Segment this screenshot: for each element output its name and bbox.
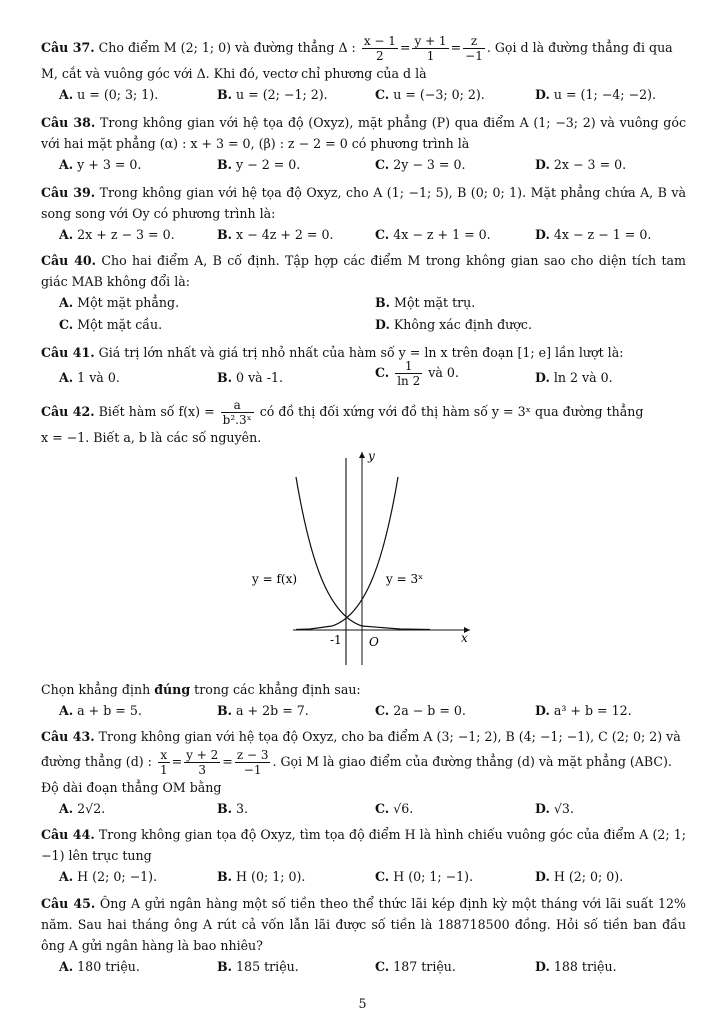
option-c[interactable]: [375, 956, 456, 977]
option-text: 1 và 0.: [77, 370, 120, 385]
option-text: u = (0; 3; 1).: [77, 87, 159, 102]
options-row: [41, 866, 686, 888]
option-text: Không xác định được.: [393, 317, 532, 332]
option-text: 187 triệu.: [393, 959, 456, 974]
option-b[interactable]: [217, 866, 305, 887]
question-37-stem: Câu 37. Cho điểm M (2; 1; 0) và đường thẳng Δ : $\frac{x - 1}{2}$ = $\frac{y + 1}{1}$ = $\frac{z}{-1}$ . Gọi d là đường thẳng đi qua: [41, 34, 673, 63]
option-key: C.: [375, 87, 390, 102]
frac-num: z: [463, 34, 485, 49]
option-text: 4x − z + 1 = 0.: [393, 227, 491, 242]
frac-den: −1: [465, 49, 483, 63]
question-39-text: Trong không gian với hệ tọa độ Oxyz, cho A (1; −1; 5), B (0; 0; 1). Mặt phẳng chứa A, B và song song với Oy có phương trình là:: [41, 185, 686, 221]
option-text: u = (−3; 0; 2).: [393, 87, 485, 102]
option-text: H (0; 1; 0).: [236, 869, 306, 884]
option-c[interactable]: [375, 798, 413, 819]
question-45-text: Ông A gửi ngân hàng một số tiền theo thể thức lãi kép định kỳ một tháng với lãi suất 12% năm. Sau hai tháng ông A rút cả vốn lẫn lãi được số tiền là 188718500 đồng. Hỏi số tiền ban đầu ông A gửi ngân hàng là bao nhiêu?: [41, 896, 686, 953]
option-text: Một mặt trụ.: [394, 295, 476, 310]
frac-den: ln 2: [397, 374, 421, 388]
option-key: A.: [59, 959, 74, 974]
option-key: C.: [375, 227, 390, 242]
option-text: a³ + b = 12.: [553, 703, 632, 718]
question-40-text: Cho hai điểm A, B cố định. Tập hợp các điểm M trong không gian sao cho diện tích tam giác MAB không đổi là:: [41, 253, 686, 289]
frac-den: 1: [426, 49, 435, 63]
question-42-stem-c: x = −1. Biết a, b là các số nguyên.: [41, 430, 262, 445]
option-text: 3.: [236, 801, 249, 816]
option-text: Một mặt cầu.: [77, 317, 163, 332]
option-key: C.: [375, 703, 390, 718]
question-44-text: Trong không gian tọa độ Oxyz, tìm tọa độ điểm H là hình chiếu vuông góc của điểm A (2; 1; −1) lên trục tung: [41, 827, 686, 863]
option-d[interactable]: [535, 700, 632, 721]
option-text: 185 triệu.: [236, 959, 299, 974]
question-45: [41, 893, 686, 978]
fraction: [158, 748, 170, 777]
frac-num: a: [221, 398, 254, 413]
option-key: D.: [535, 227, 550, 242]
frac-den: 2: [376, 49, 384, 63]
question-44-label: Câu 44.: [41, 827, 95, 842]
question-40-label: Câu 40.: [41, 253, 96, 268]
prompt-bold: đúng: [154, 682, 191, 697]
question-43-stem-line2: đường thẳng (d) : $\frac{x}{1}$ = $\frac{y + 2}{3}$ = $\frac{z - 3}{-1}$ . Gọi M là giao điểm của đường thẳng (d) và mặt phẳng (ABC).: [41, 748, 672, 777]
page-number: 5: [358, 996, 367, 1011]
option-text: a + b = 5.: [77, 703, 142, 718]
frac-num: y + 1: [414, 34, 447, 48]
question-43: [41, 726, 686, 820]
option-key: B.: [217, 370, 233, 385]
options-row: [41, 700, 686, 722]
question-44-stem: [41, 824, 686, 866]
question-42-prompt: [41, 679, 686, 700]
option-text: u = (2; −1; 2).: [236, 87, 328, 102]
frac-den: 1: [159, 763, 168, 777]
option-text: y − 2 = 0.: [236, 157, 301, 172]
option-key: A.: [59, 295, 74, 310]
question-43-stem-c: Độ dài đoạn thẳng OM bằng: [41, 780, 222, 795]
question-44: [41, 824, 686, 888]
option-text: 188 triệu.: [553, 959, 617, 974]
option-key: B.: [217, 157, 233, 172]
option-b[interactable]: [217, 956, 299, 977]
fraction: [235, 748, 271, 777]
option-key: C.: [375, 157, 390, 172]
curve-3x-label: y = 3ˣ: [386, 572, 424, 586]
option-text: 2x + z − 3 = 0.: [77, 227, 175, 242]
option-text: 2x − 3 = 0.: [553, 157, 627, 172]
frac-num: x − 1: [363, 34, 396, 48]
option-text: y + 3 = 0.: [77, 157, 142, 172]
option-key: D.: [535, 869, 550, 884]
option-text: ln 2 và 0.: [553, 370, 613, 385]
frac-den: −1: [243, 763, 262, 777]
question-37-stem-b: . Gọi d là đường thẳng đi qua: [486, 40, 673, 55]
question-37-label: Câu 37.: [41, 40, 95, 55]
question-42-stem-b: có đồ thị đối xứng với đồ thị hàm số y = 3ˣ qua đường thẳng: [259, 404, 644, 419]
curve-f-label: y = f(x): [252, 572, 298, 586]
option-key: C.: [59, 317, 74, 332]
question-37-stem-c: M, cắt và vuông góc với Δ. Khi đó, vectơ chỉ phương của d là: [41, 66, 427, 81]
question-42-choices: [41, 679, 686, 722]
option-key: A.: [59, 87, 74, 102]
origin-label: O: [369, 635, 379, 649]
question-42-label: Câu 42.: [41, 404, 95, 419]
question-43-stem: [41, 726, 686, 747]
option-key: C.: [375, 801, 390, 816]
option-key: A.: [59, 869, 74, 884]
question-43-stem-b2: . Gọi M là giao điểm của đường thẳng (d) và mặt phẳng (ABC).: [272, 754, 672, 769]
question-41-text: Giá trị lớn nhất và giá trị nhỏ nhất của hàm số y = ln x trên đoạn [1; e] lần lượt là:: [98, 345, 624, 360]
option-key: D.: [535, 157, 550, 172]
y-axis-arrow-icon: [359, 452, 365, 458]
option-c[interactable]: [375, 866, 473, 887]
frac-den: 3: [198, 763, 207, 777]
frac-den: b².3ˣ: [222, 413, 252, 427]
option-text: 2y − 3 = 0.: [393, 157, 466, 172]
frac-num: z − 3: [236, 748, 269, 762]
question-45-stem: [41, 893, 686, 956]
option-key: A.: [59, 227, 74, 242]
options-row: [41, 956, 686, 978]
option-key: D.: [535, 801, 550, 816]
option-key: B.: [375, 295, 391, 310]
option-d[interactable]: [535, 798, 574, 819]
option-key: C.: [375, 959, 390, 974]
fraction: [184, 748, 220, 777]
options-row: [41, 798, 686, 820]
option-key: D.: [535, 370, 550, 385]
option-d[interactable]: [535, 866, 623, 887]
option-b[interactable]: [217, 700, 309, 721]
frac-num: 1: [395, 359, 422, 374]
option-key: B.: [217, 227, 233, 242]
option-key: D.: [535, 703, 550, 718]
option-key: B.: [217, 959, 233, 974]
option-a[interactable]: [59, 798, 105, 819]
option-text: 2a − b = 0.: [393, 703, 466, 718]
prompt-text: Chọn khẳng định: [41, 682, 151, 697]
option-key: B.: [217, 87, 233, 102]
option-a[interactable]: [59, 866, 157, 887]
option-d[interactable]: [535, 956, 617, 977]
question-41-label: Câu 41.: [41, 345, 95, 360]
frac-num: y + 2: [186, 748, 219, 762]
option-text: 0 và -1.: [236, 370, 283, 385]
option-text: và 0.: [428, 365, 459, 380]
curve-3x: [296, 477, 398, 630]
option-key: A.: [59, 703, 74, 718]
question-38-text: Trong không gian với hệ tọa độ (Oxyz), mặt phẳng (P) qua điểm A (1; −3; 2) và vuông góc với hai mặt phẳng (α) : x + 3 = 0, (β) : z − 2 = 0 có phương trình là: [41, 115, 686, 151]
x-axis-label: x: [461, 631, 468, 645]
question-45-label: Câu 45.: [41, 896, 96, 911]
question-37-stem-a: Cho điểm M (2; 1; 0) và đường thẳng Δ :: [98, 40, 356, 55]
option-text: Một mặt phẳng.: [77, 295, 180, 310]
option-text: 4x − z − 1 = 0.: [553, 227, 652, 242]
option-c[interactable]: [375, 700, 466, 721]
option-text: √3.: [553, 801, 574, 816]
option-key: B.: [217, 869, 233, 884]
option-b[interactable]: [217, 798, 248, 819]
option-text: √6.: [393, 801, 414, 816]
option-text: H (0; 1; −1).: [393, 869, 474, 884]
option-text: H (2; 0; −1).: [77, 869, 158, 884]
curve-f: [296, 477, 430, 630]
option-text: a + 2b = 7.: [236, 703, 309, 718]
question-42-stem-a: Biết hàm số f(x) =: [98, 404, 215, 419]
option-key: C.: [375, 869, 390, 884]
question-39-label: Câu 39.: [41, 185, 96, 200]
option-key: A.: [59, 370, 74, 385]
option-key: D.: [535, 87, 550, 102]
option-key: B.: [217, 703, 233, 718]
option-key: C.: [375, 365, 390, 380]
option-key: B.: [217, 801, 233, 816]
frac-num: x: [158, 748, 170, 763]
prompt-text: trong các khẳng định sau:: [194, 682, 361, 697]
option-text: u = (1; −4; −2).: [553, 87, 657, 102]
tick-neg1-label: -1: [330, 633, 342, 647]
option-key: A.: [59, 157, 74, 172]
question-38-label: Câu 38.: [41, 115, 96, 130]
option-key: D.: [535, 959, 550, 974]
option-key: D.: [375, 317, 390, 332]
option-key: A.: [59, 801, 74, 816]
option-text: H (2; 0; 0).: [553, 869, 624, 884]
question-43-stem-a: Trong không gian với hệ tọa độ Oxyz, cho ba điểm A (3; −1; 2), B (4; −1; −1), C (2; 0; 2) và: [98, 729, 681, 744]
y-axis-label: y: [368, 449, 375, 463]
question-43-label: Câu 43.: [41, 729, 95, 744]
question-43-stem-b1: đường thẳng (d) :: [41, 754, 152, 769]
option-a[interactable]: [59, 956, 140, 977]
option-text: x − 4z + 2 = 0.: [236, 227, 334, 242]
option-a[interactable]: [59, 700, 142, 721]
option-text: 180 triệu.: [77, 959, 140, 974]
option-text: 2√2.: [77, 801, 106, 816]
